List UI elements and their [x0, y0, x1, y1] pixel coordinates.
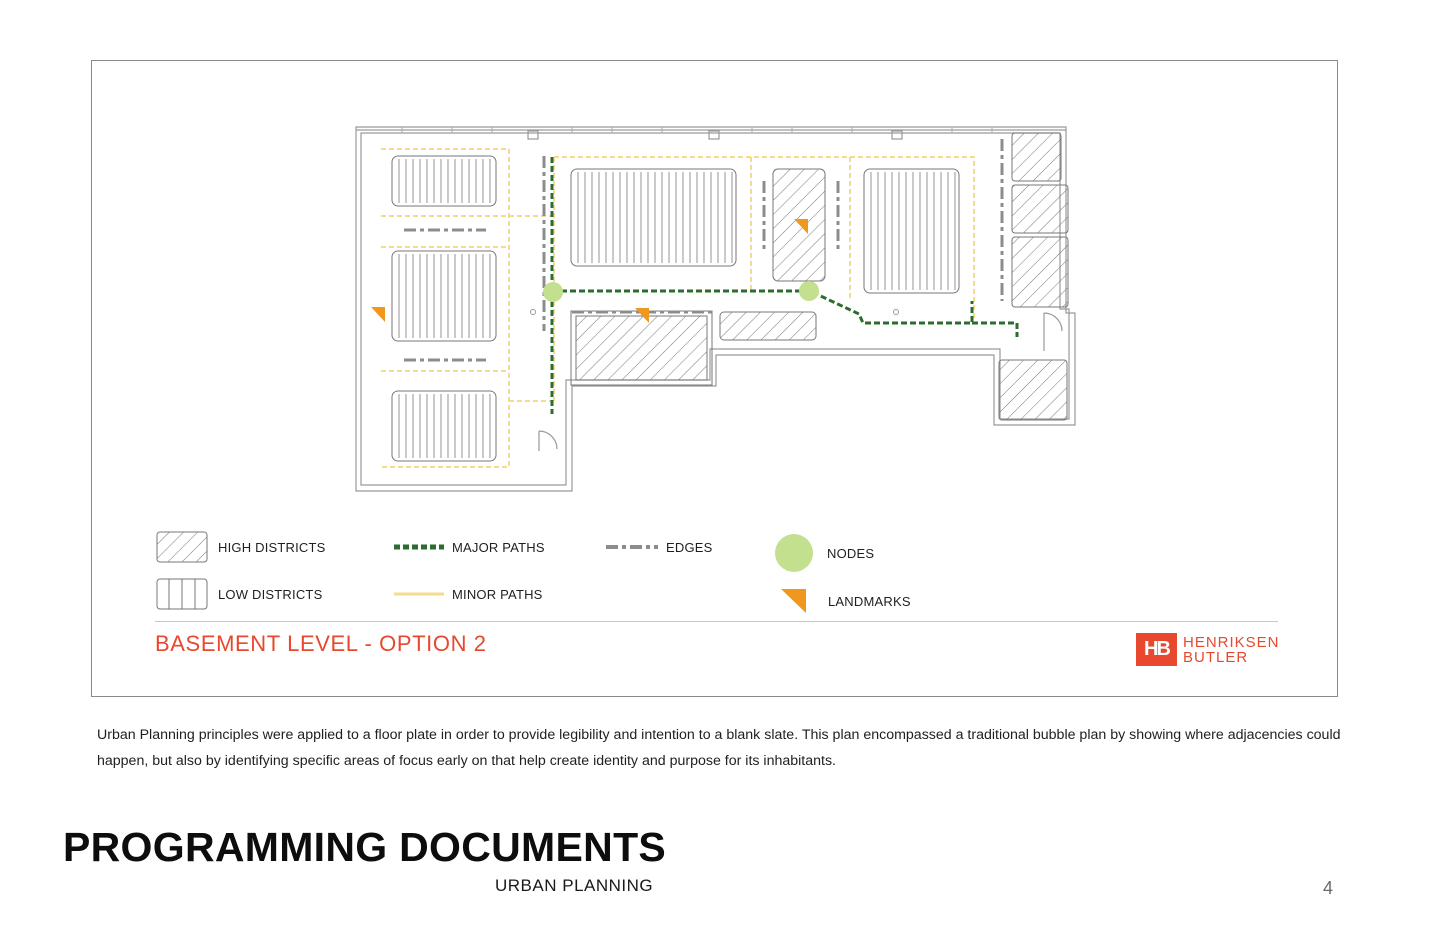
high-districts-swatch-icon	[156, 531, 208, 563]
legend-landmarks	[780, 587, 911, 615]
low-district	[392, 156, 959, 461]
page-heading: PROGRAMMING DOCUMENTS	[63, 824, 667, 870]
legend-high-districts	[156, 531, 326, 563]
legend-label: LANDMARKS	[828, 593, 911, 609]
fixtures	[531, 310, 899, 315]
divider	[155, 621, 1278, 622]
legend-nodes	[774, 533, 874, 573]
sheet-title: BASEMENT LEVEL - OPTION 2	[155, 631, 487, 656]
logo-line-1: HENRIKSEN	[1183, 633, 1280, 651]
low-districts-swatch-icon	[156, 578, 208, 610]
node	[543, 282, 563, 302]
logo	[1136, 633, 1280, 666]
diagram-frame	[91, 60, 1338, 697]
description-paragraph: Urban Planning principles were applied to a floor plate in order to provide legibility and intention to a blank slate. This plan encompassed a traditional bubble plan by showing where adjacencies could happen, but also by identifying specific areas of focus early on that help create identity and purpose for its inhabitants.	[97, 727, 1341, 769]
logo-line-2: BUTLER	[1183, 648, 1249, 666]
floor-plan	[92, 61, 1337, 531]
landmark	[371, 307, 385, 322]
legend-major-paths	[394, 537, 545, 557]
legend-label: HIGH DISTRICTS	[218, 539, 326, 555]
edge-swatch-icon	[606, 537, 658, 557]
legend-label: MINOR PATHS	[452, 586, 543, 602]
landmark-swatch-icon	[780, 587, 808, 615]
page-subheading: URBAN PLANNING	[495, 876, 654, 895]
legend-edges	[606, 537, 713, 557]
major-path-swatch-icon	[394, 537, 444, 557]
legend-low-districts	[156, 578, 322, 610]
legend-label: NODES	[827, 545, 875, 561]
legend-label: EDGES	[666, 539, 713, 555]
low-districts	[392, 156, 959, 461]
legend-label: LOW DISTRICTS	[218, 586, 323, 602]
node-swatch-icon	[774, 533, 814, 573]
legend-minor-paths	[394, 584, 543, 604]
legend-label: MAJOR PATHS	[452, 539, 545, 555]
minor-path-swatch-icon	[394, 584, 444, 604]
page-number: 4	[1323, 878, 1334, 898]
logo-text	[1183, 635, 1280, 665]
node	[799, 281, 819, 301]
logo-mark: HB	[1136, 633, 1177, 666]
